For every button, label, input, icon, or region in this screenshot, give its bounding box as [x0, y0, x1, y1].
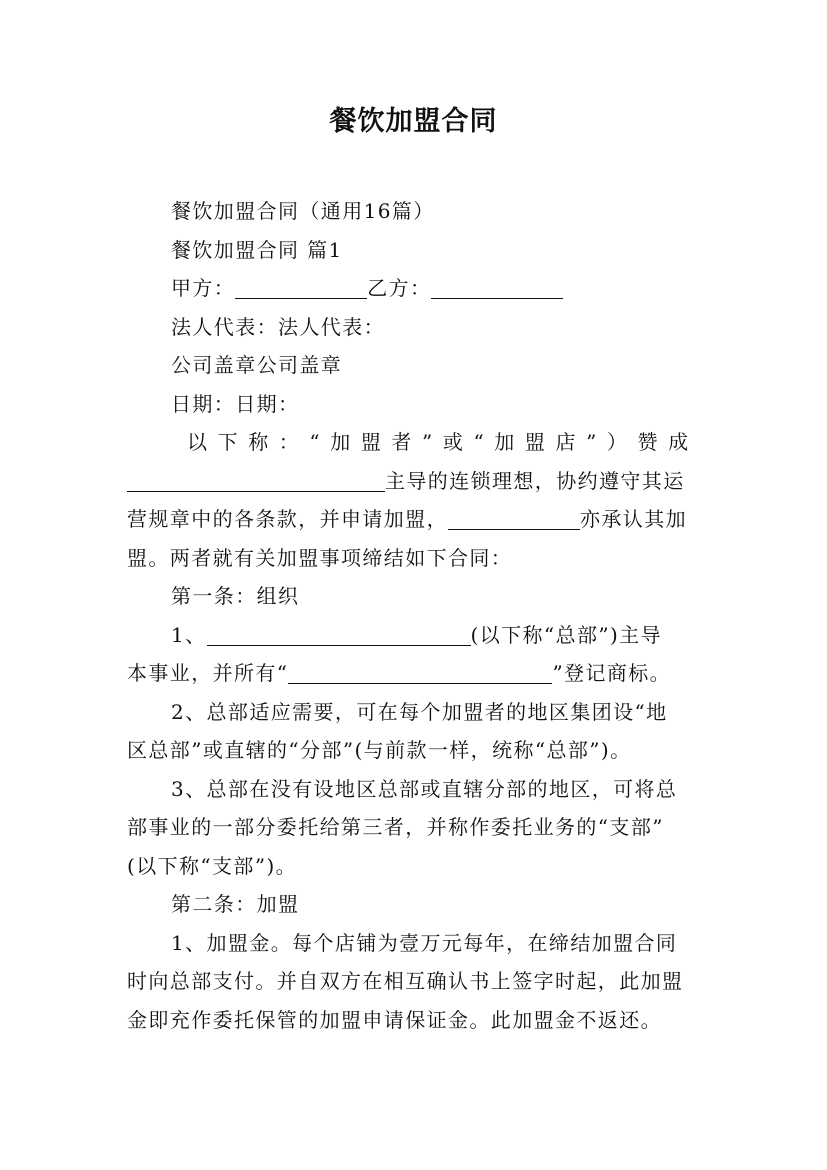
- seal-line: 公司盖章公司盖章: [171, 353, 343, 377]
- intro-line-1: 以下称：“加盟者”或“加盟店”）赞成: [187, 430, 699, 454]
- legal-rep-line: 法人代表：法人代表：: [171, 314, 385, 339]
- party-b-label: 乙方：: [367, 276, 432, 300]
- article-2-item-1-line-2: 时向总部支付。并自双方在相互确认书上签字时起，此加盟: [127, 969, 684, 993]
- intro-blank-1: [127, 469, 385, 492]
- article-1-item-3-line-3: (以下称“支部”)。: [127, 853, 298, 878]
- article-1-item-1-line-2: [127, 654, 715, 693]
- document-body: [127, 192, 715, 1039]
- chapter-heading: 餐饮加盟合同 篇1: [171, 237, 343, 262]
- article-2-item-1-line-3: 金即充作委托保管的加盟申请保证金。此加盟金不返还。: [127, 1007, 662, 1032]
- article-2-item-1-line-1: 1、加盟金。每个店铺为壹万元每年，在缔结加盟合同: [171, 930, 678, 955]
- document-subtitle: 餐饮加盟合同（通用16篇）: [171, 199, 435, 223]
- article-1-item-3-line-1: 3、总部在没有设地区总部或直辖分部的地区，可将总: [171, 776, 678, 801]
- article-1-item-1-line-1: [127, 616, 715, 655]
- parties-line: [127, 269, 715, 308]
- article-1-heading: 第一条：组织: [171, 584, 300, 608]
- intro-text-3a: 营规章中的各条款，并申请加盟，: [127, 507, 448, 531]
- art1-1-text: (以下称“总部”)主导: [470, 622, 662, 647]
- intro-line-2: [127, 462, 715, 501]
- party-b-blank: [431, 276, 563, 299]
- party-a-blank: [235, 276, 367, 299]
- article-1-item-3-line-2: 部事业的一部分委托给第三者，并称作委托业务的“支部”: [127, 815, 664, 839]
- art1-1c-text: 本事业，并所有“: [127, 661, 289, 685]
- intro-line-3: [127, 500, 715, 539]
- trademark-blank: [288, 661, 552, 684]
- party-a-label: 甲方：: [171, 276, 236, 300]
- article-1-item-2-line-2: 区总部”或直辖的“分部”(与前款一样，统称“总部”)。: [127, 738, 632, 762]
- art1-1d-text: ”登记商标。: [552, 661, 672, 685]
- date-line: 日期：日期：: [171, 391, 300, 416]
- art1-1-number: 1、: [171, 622, 207, 647]
- intro-blank-2: [448, 507, 580, 530]
- intro-text-2: 主导的连锁理想，协约遵守其运: [385, 468, 685, 493]
- intro-line-4: 盟。两者就有关加盟事项缔结如下合同：: [127, 545, 513, 570]
- intro-text-3b: 亦承认其加: [580, 507, 687, 531]
- article-2-heading: 第二条：加盟: [171, 892, 300, 916]
- art1-1-blank: [207, 623, 471, 646]
- article-1-item-2-line-1: 2、总部适应需要，可在每个加盟者的地区集团设“地: [171, 699, 668, 724]
- document-title: 餐饮加盟合同: [329, 106, 498, 137]
